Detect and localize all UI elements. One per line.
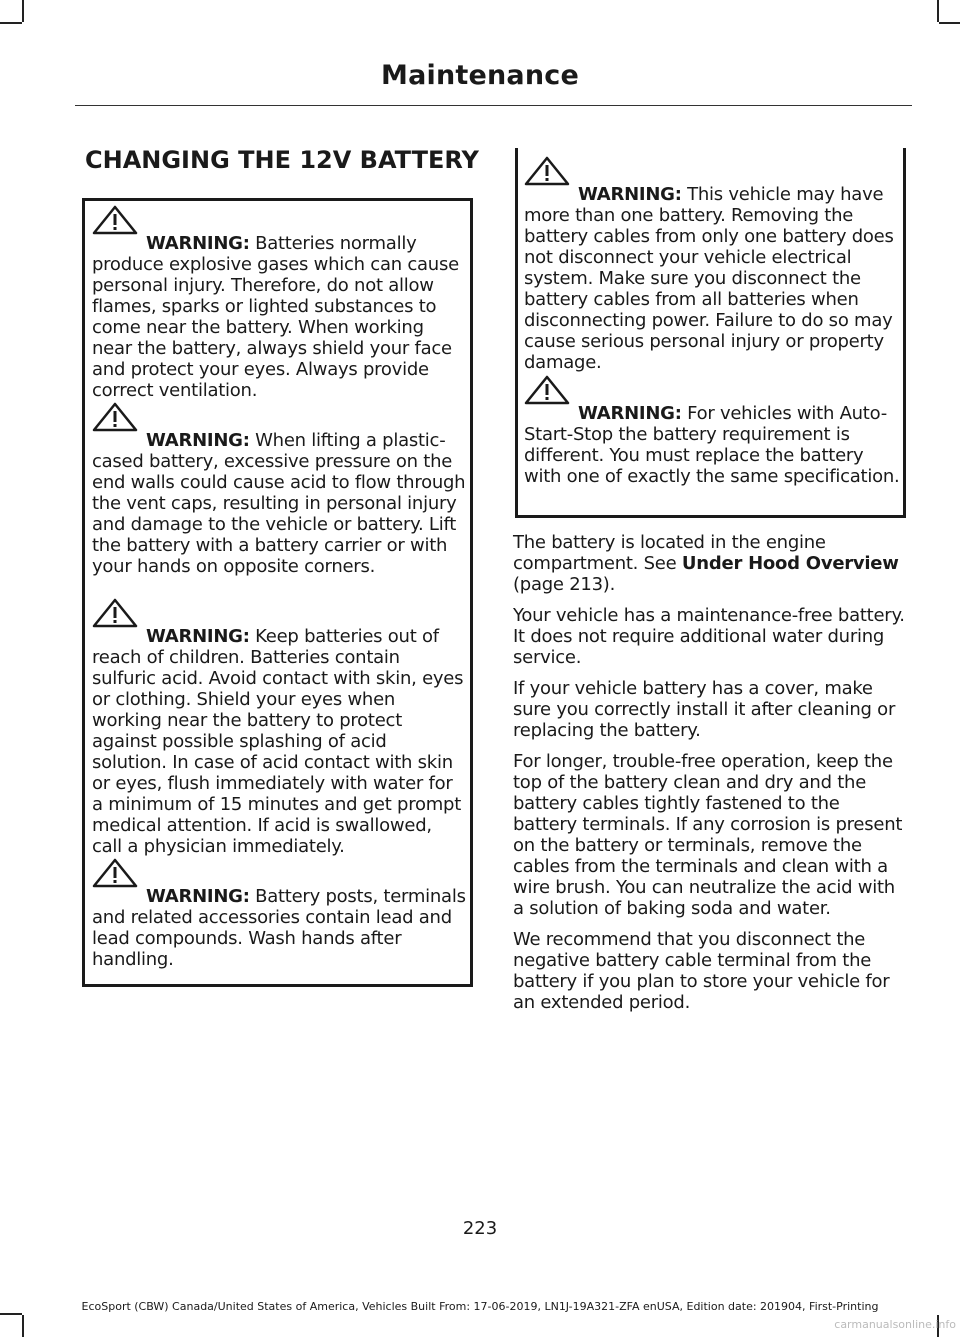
warning-text: This vehicle may have more than one battery. Removing the battery cables from only one battery does not disconnect your vehicle electrical system. Make sure you disconnect the battery cables from all batteries when disconnecting power. Failure to do so may cause serious personal injury or property damage. (524, 184, 894, 373)
warning-triangle-icon (92, 205, 138, 235)
page-title: Maintenance (381, 60, 579, 91)
crop-mark (0, 22, 22, 24)
paragraph-text: The battery is located in the engine compartment. See (513, 532, 826, 574)
crop-mark (937, 0, 939, 22)
warning-5 (524, 184, 900, 373)
warning-label: WARNING: (146, 886, 250, 907)
warning-1 (92, 233, 466, 401)
paragraph: Your vehicle has a maintenance-free battery. It does not require additional water during service. (513, 605, 905, 668)
header-divider (75, 105, 912, 106)
crop-mark (22, 1315, 24, 1337)
warning-text: Keep batteries out of reach of children. Batteries contain sulfuric acid. Avoid contact with skin, eyes or clothing. Shield your eyes when working near the battery to protect against possible splashing of acid solution. In case of acid contact with skin or eyes, flush immediately with water for a minimum of 15 minutes and get prompt medical attention. If acid is swallowed, call a physician immediately. (92, 626, 464, 857)
crop-mark (0, 1313, 22, 1315)
paragraph-text: (page 213). (513, 574, 616, 595)
crop-mark (22, 0, 24, 22)
paragraph: We recommend that you disconnect the negative battery cable terminal from the battery if you plan to store your vehicle for an extended period. (513, 929, 890, 1013)
cross-reference-link[interactable]: Under Hood Overview (681, 553, 899, 574)
warning-text: When lifting a plastic-cased battery, excessive pressure on the end walls could cause acid to flow through the vent caps, resulting in personal injury and damage to the vehicle or battery. Lift the battery with a battery carrier or with your hands on opposite corners. (92, 430, 466, 577)
warning-label: WARNING: (146, 430, 250, 451)
warning-triangle-icon (524, 156, 570, 186)
page-number: 223 (462, 1218, 498, 1239)
warning-label: WARNING: (146, 626, 250, 647)
warning-4 (92, 886, 466, 970)
warning-label: WARNING: (578, 403, 682, 424)
footer-text: EcoSport (CBW) Canada/United States of America, Vehicles Built From: 17-06-2019, LN1J-19A321-ZFA enUSA, Edition date: 201904, First-Printing (81, 1300, 879, 1313)
body-text (513, 532, 908, 1023)
warning-triangle-icon (92, 402, 138, 432)
warning-triangle-icon (524, 375, 570, 405)
warning-3 (92, 626, 466, 857)
paragraph: For longer, trouble-free operation, keep the top of the battery clean and dry and the battery cables tightly fastened to the battery terminals. If any corrosion is present on the battery or terminals, remove the cables from the terminals and clean with a wire brush. You can neutralize the acid with a solution of baking soda and water. (513, 751, 903, 919)
warning-text: Battery posts, terminals and related accessories contain lead and lead compounds. Wash hands after handling. (92, 886, 466, 970)
watermark-logo: carmanualsonline.info (834, 1318, 956, 1331)
section-title: CHANGING THE 12V BATTERY (85, 146, 479, 174)
warning-triangle-icon (92, 858, 138, 888)
warning-text: Batteries normally produce explosive gases which can cause personal injury. Therefore, do not allow flames, sparks or lighted substances to come near the battery. When working near the battery, always shield your face and protect your eyes. Always provide correct ventilation. (92, 233, 459, 401)
warning-label: WARNING: (146, 233, 250, 254)
warning-2 (92, 430, 466, 577)
warning-triangle-icon (92, 598, 138, 628)
crop-mark (939, 22, 960, 24)
warning-text: For vehicles with Auto-Start-Stop the battery requirement is different. You must replace the battery with one of exactly the same specification. (524, 403, 900, 487)
paragraph (513, 532, 908, 595)
paragraph: If your vehicle battery has a cover, make sure you correctly install it after cleaning or replacing the battery. (513, 678, 896, 741)
warning-label: WARNING: (578, 184, 682, 205)
warning-6 (524, 403, 900, 487)
